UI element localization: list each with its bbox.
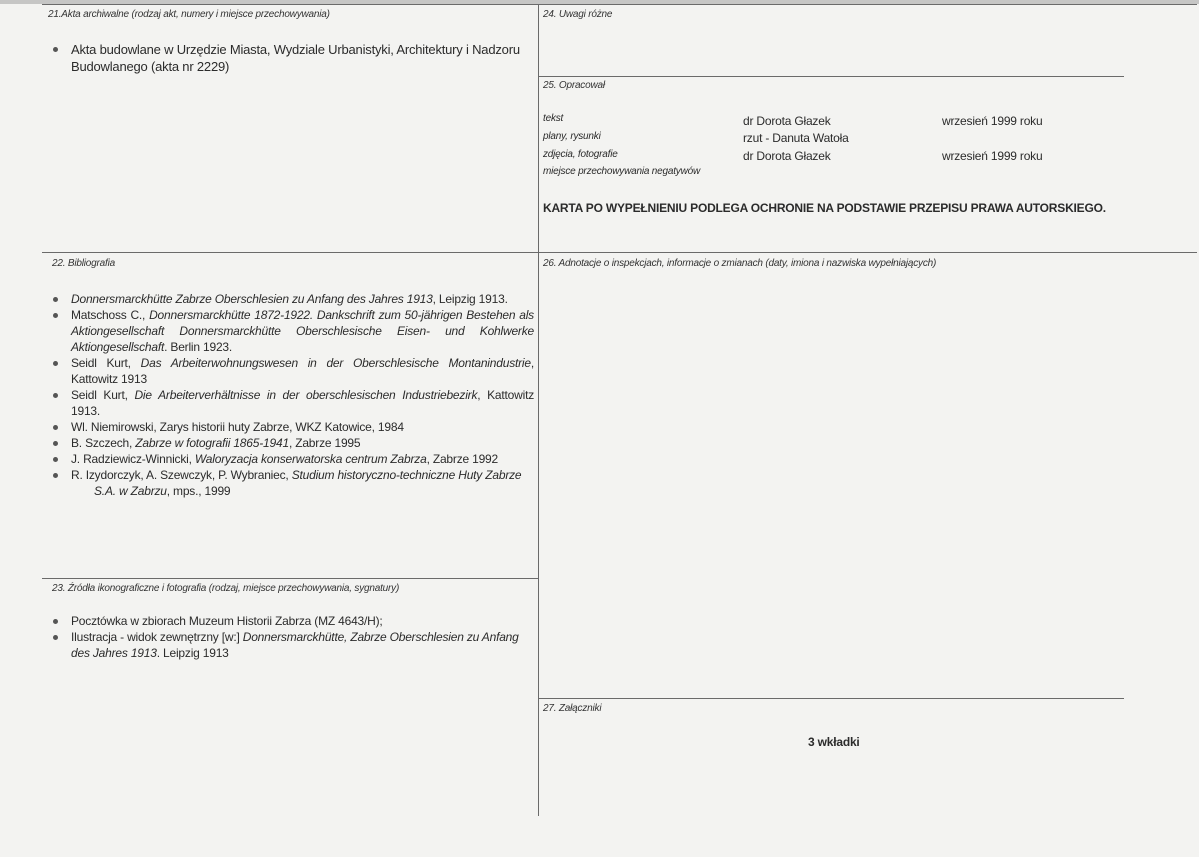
iconography-list <box>48 613 534 661</box>
credit-date-text: wrzesień 1999 roku <box>942 114 1043 128</box>
credit-name-photos: dr Dorota Głazek <box>743 149 831 163</box>
top-border <box>42 4 1197 5</box>
divider-22-23 <box>42 578 538 579</box>
list-item: Donnersmarckhütte Zabrze Oberschlesien zu Anfang des Jahres 1913, Leipzig 1913. <box>48 291 534 307</box>
copyright-notice: KARTA PO WYPEŁNIENIU PODLEGA OCHRONIE NA PODSTAWIE PRZEPISU PRAWA AUTORSKIEGO. <box>543 201 1106 215</box>
credit-label-photos: zdjęcia, fotografie <box>543 149 618 160</box>
section-24-heading: 24. Uwagi różne <box>543 9 613 20</box>
credit-date-photos: wrzesień 1999 roku <box>942 149 1043 163</box>
bibliography-list <box>48 291 534 499</box>
divider-row2 <box>42 252 1197 253</box>
credit-label-negatives: miejsce przechowywania negatywów <box>543 166 701 177</box>
section-25-heading: 25. Opracował <box>543 80 605 91</box>
list-item: Seidl Kurt, Die Arbeiterverhältnisse in der oberschlesischen Industriebezirk, Kattowitz 1913. <box>48 387 534 419</box>
list-item: Pocztówka w zbiorach Muzeum Historii Zabrza (MZ 4643/H); <box>48 613 534 629</box>
credit-name-plans: rzut - Danuta Watoła <box>743 131 849 145</box>
section-21-list <box>48 41 538 75</box>
credit-name-text: dr Dorota Głazek <box>743 114 831 128</box>
divider-26-27 <box>538 698 1124 699</box>
section-27-heading: 27. Załączniki <box>543 703 602 714</box>
list-item: R. Izydorczyk, A. Szewczyk, P. Wybraniec, Studium historyczno-techniczne Huty Zabrze S.A. w Zabrzu, mps., 1999 <box>48 467 534 499</box>
section-22-heading: 22. Bibliografia <box>52 258 115 269</box>
list-item: Akta budowlane w Urzędzie Miasta, Wydziale Urbanistyki, Architektury i Nadzoru Budowlanego (akta nr 2229) <box>48 41 538 75</box>
list-item: Wl. Niemirowski, Zarys historii huty Zabrze, WKZ Katowice, 1984 <box>48 419 534 435</box>
credit-label-plans: plany, rysunki <box>543 131 601 142</box>
list-item: Ilustracja - widok zewnętrzny [w:] Donnersmarckhütte, Zabrze Oberschlesien zu Anfang des Jahres 1913. Leipzig 1913 <box>48 629 534 661</box>
list-item: B. Szczech, Zabrze w fotografii 1865-1941, Zabrze 1995 <box>48 435 534 451</box>
section-23-heading: 23. Źródła ikonograficzne i fotografia (rodzaj, miejsce przechowywania, sygnatury) <box>52 583 400 594</box>
section-21-heading: 21.Akta archiwalne (rodzaj akt, numery i miejsce przechowywania) <box>48 9 330 20</box>
list-item: Seidl Kurt, Das Arbeiterwohnungswesen in der Oberschlesische Montanindustrie, Kattowitz 1913 <box>48 355 534 387</box>
list-item: J. Radziewicz-Winnicki, Waloryzacja konserwatorska centrum Zabrza, Zabrze 1992 <box>48 451 534 467</box>
column-divider <box>538 4 539 816</box>
list-item: Matschoss C., Donnersmarckhütte 1872-1922. Dankschrift zum 50-jährigen Bestehen als Aktiongesellschaft Donnersmarckhütte Oberschlesische Eisen- und Kohlwerke Aktiongesellschaft. Berlin 1923. <box>48 307 534 355</box>
credit-label-text: tekst <box>543 113 564 124</box>
divider-24-25 <box>538 76 1124 77</box>
section-26-heading: 26. Adnotacje o inspekcjach, informacje o zmianach (daty, imiona i nazwiska wypełniających) <box>543 258 937 269</box>
attachments-value: 3 wkładki <box>808 735 860 749</box>
